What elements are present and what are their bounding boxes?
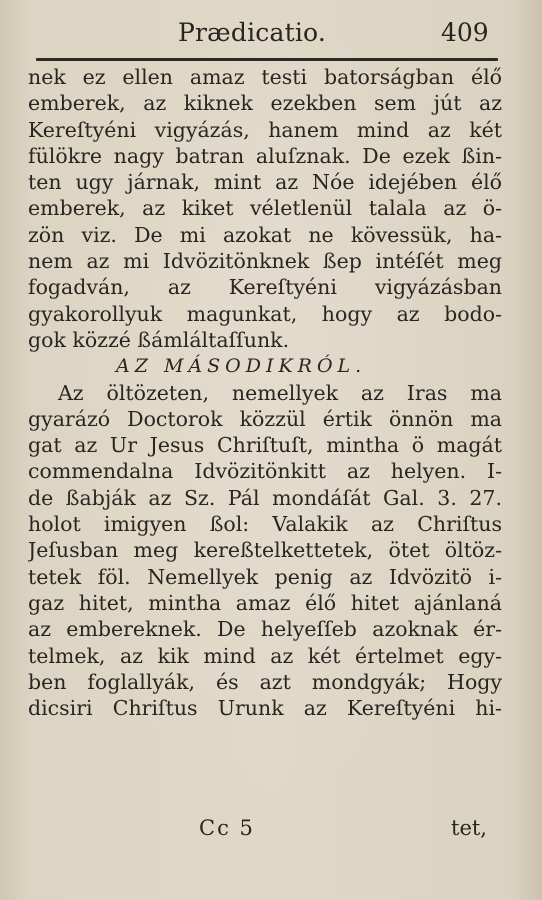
text-line: gyakorollyuk magunkat, hogy az bodo- [28, 301, 502, 326]
signature-mark: Cc 5 [199, 816, 255, 840]
section-heading: AZ MÁSODIKRÓL. [116, 355, 367, 378]
text-line: telmek, az kik mind az két értelmet egy- [28, 643, 502, 668]
text-line: nem az mi Idvözitönknek ßep intéſét meg [28, 249, 502, 274]
text-line: fülökre nagy batran aluſznak. De ezek ßin- [28, 143, 502, 168]
text-line: de ßabják az Sz. Pál mondáſát Gal. 3. 27. [28, 485, 502, 510]
text-line: dicsiri Chriſtus Urunk az Kereſtyéni hi- [28, 696, 502, 721]
text-line: emberek, az kiket véletlenül talala az ö- [28, 196, 502, 221]
running-head: Prædicatio. [178, 18, 326, 47]
text-line: Kereſtyéni vigyázás, hanem mind az két [28, 117, 502, 142]
text-line: tetek föl. Nemellyek penig az Idvözitö i- [28, 564, 502, 589]
text-line: gaz hitet, mintha amaz élő hitet ajánlaná [28, 590, 502, 615]
header-rule [36, 58, 498, 61]
text-line: gok közzé ßámláltaſſunk. [28, 327, 290, 352]
text-line: holot imigyen ßol: Valakik az Chriſtus [28, 512, 502, 537]
text-line: gyarázó Doctorok közzül értik önnön ma [28, 406, 502, 431]
text-line: ten ugy járnak, mint az Nóe idejében élő [28, 170, 502, 195]
text-line: emberek, az kiknek ezekben sem jút az [28, 91, 502, 116]
text-line: zön viz. De mi azokat ne kövessük, ha- [28, 222, 502, 247]
body-text [28, 64, 502, 721]
text-line: nek ez ellen amaz testi batorságban élő [28, 65, 502, 89]
text-line: Jeſusban meg kereßtelkettetek, ötet öltöz- [28, 538, 502, 563]
text-line: Az öltözeten, nemellyek az Iras ma [58, 380, 502, 405]
text-line: ben foglallyák, és azt mondgyák; Hogy [28, 669, 502, 694]
text-line: fogadván, az Kereſtyéni vigyázásban [28, 275, 502, 300]
catchword: tet, [451, 816, 487, 840]
text-line: commendalna Idvözitönkitt az helyen. I- [28, 459, 502, 484]
page-number: 409 [441, 18, 489, 47]
text-line: az embereknek. De helyeſſeb azoknak ér- [28, 617, 502, 642]
text-line: gat az Ur Jesus Chriſtuſt, mintha ö magát [28, 433, 502, 458]
